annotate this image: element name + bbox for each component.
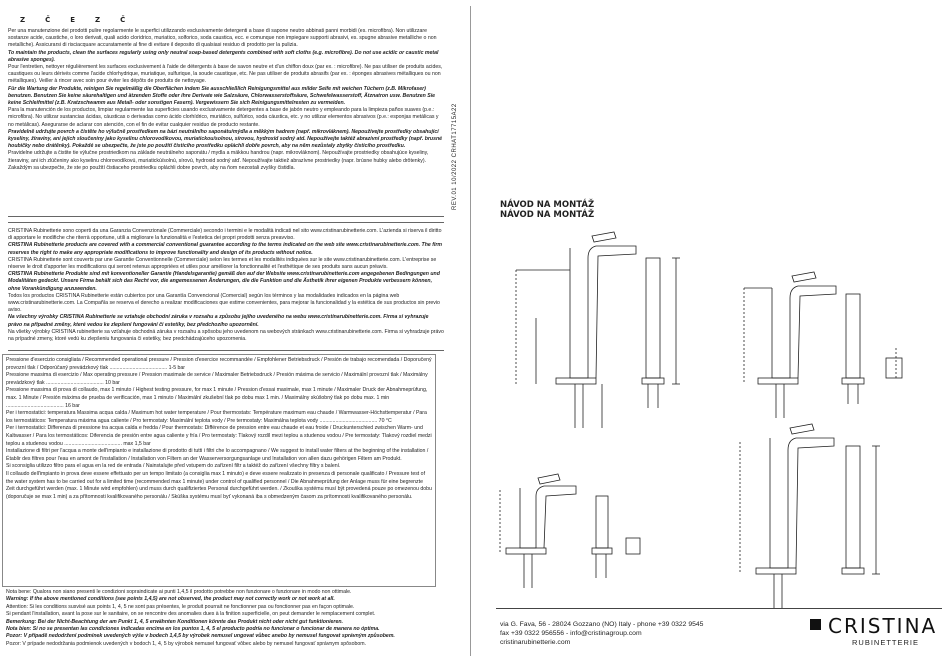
faucet-drawing-tall-basin bbox=[740, 424, 880, 608]
spec-test-pressure: Pressione massima di prova di collaudo, max 1 minuto / Highest testing pressure, for max 1 minute / Pression d'essai maximale, max 1 minute / Maximaler Druck der Abnahmeprüfung, max. 1 Minute / Presión máxima de prueba de verificación, max 1 minuto / Maximální zkušební tlak po dobu max 1 min. / Maximálny skúšobný tlak po dobu max. 1 min ........................................ 16 bar bbox=[6, 387, 428, 409]
warranty-en: CRISTINA Rubinetterie products are covered with a commercial conventional guarantee according to the terms indicated on the web site www.cristinarubinetterie.com. The firm reserves the right to make any appropriate modifications to improve functionality and design of its products without notice. bbox=[8, 242, 443, 256]
cristina-logo bbox=[810, 614, 940, 654]
warranty-fr: CRISTINA Rubinetterie sont couverts par une Garantie Conventionnelle (Commerciale) selon les termes et les modalités indiquées sur le site www.cristinarubinetterie.com. L'entreprise se réserve le droit d'apporter les modifications qui seront retenus appropriées et utiles pour améliorer la fonctionnalité et l'esthétique de ses produits sans aucun préavis. bbox=[8, 256, 437, 271]
assembly-title-2: NÁVOD NA MONTÁŽ bbox=[500, 210, 595, 220]
lang-code: Z bbox=[20, 16, 46, 24]
faucet-drawing-short-front bbox=[744, 272, 836, 418]
care-es: Para la manutención de los productos, limpiar regularmente las superficies usando exclusivamente detergentes a base de jabón neutro y empleando para la limpieza paños suaves (p.e.: microfibra). No utilizar sustancias ácidas, cáusticas o derivadas como ácido clorhídrico, muriático, sulfúrico, soda cáustica, etc. y no utilizar elementos abrasivos (p.e.: esponjas metálicas y no metálicas). Asegurarse de aclarar con atención, con el fin de evitar cualquier residuo de producto restante. bbox=[8, 107, 439, 128]
care-de: Für die Wartung der Produkte, reinigen Sie regelmäßig die Oberflächen indem Sie ausschließlich Reinigungsmittel aus milder Seife mit weichen Tüchern (z.B. Mikrofaser) benutzen. Benutzen Sie keine säurehaltigen und ätzenden Stoffe oder ihre Derivate wie Salzsäure, Chlorwasserstoffsäure, Schwefelwasserstoff, Ätznatron usw. Benutzen Sie keine Schleifmittel (z.B. Kratzschwamm aus Metall- oder sonstigen Fasern). Vergewissern Sie sich Reinigungsmittelresten zu vermeiden. bbox=[8, 85, 436, 107]
divider bbox=[8, 222, 444, 223]
logo-subtitle: RUBINETTERIE bbox=[852, 638, 920, 647]
fax-email: fax +39 0322 956556 - info@cristinagroup.com bbox=[500, 630, 642, 637]
revision-code: REV.01 10/2022 CRHAT17715A22 bbox=[452, 103, 458, 210]
logo-square-icon bbox=[810, 619, 821, 630]
care-sk: Pravidelne udržujte a čistite tie výlučne prostriedkom na základe neutrálneho saponátu / mydla a mäkkou handrou (napr. mikrovláknom). Nepoužívajte prostriedky obsahujúce kyseliny, žieraviny, ani ich zlúčeniny ako kyselinu chlorovodíkovú, muriatickú/solnú, sírovú, hydroxid sodný atď. Nepoužívajte taktiež abrazívne prostriedky (napr. brúsne hubky alebo drôtenky). Zakaždým sa ubezpečte, že ste po použití čistiaceho prostriedku opláchli dobre povrch, aby na ňom nezostali zvyšky čistidla. bbox=[8, 150, 429, 171]
lang-code: Č bbox=[120, 16, 146, 24]
faucet-technical-drawings bbox=[496, 228, 942, 628]
spec-operational-pressure: Pressione d'esercizio consigliata / Recommended operational pressure / Pression d'exercice recommandée / Empfohlener Betriebsdruck / Presión de trabajo recomendada / Doporučený provozní tlak / Odporúčaný prevádzkový tlak ........................................ 1-5 bar bbox=[6, 357, 432, 371]
spec-pressure-difference: Per i termostatici: Differenza di pressione tra acqua calda e fredda / Pour thermostats: Différence de pression entre eau chaude et eau froide / Druckunterschied zwischen Warm- und Kaltwasser / Para los termostáticos: Diferencia de presión entre agua caliente y fría / Pro termostaty: Tlakový rozdíl mezi teplou a studenou vodou / Pre termostaty: Tlakový rozdiel medzi teplou a studenou vodou ........................................ max 1,5 bar bbox=[6, 425, 432, 447]
spec-filters: Installazione di filtri per l'acqua a monte dell'impianto e installazione di prodotto di tutti i filtri che lo accompagnano / We suggest to install water filters at the beginning of the installation / Établir des filtres pour l'eau en amont de l'installation / Installation von Filtern an der Wasserversorgungsanlage und Installation von allen dazu gehörigen Filtern am Produkt. bbox=[6, 448, 429, 462]
technical-specifications bbox=[6, 357, 432, 501]
warranty-es: Todos los productos CRISTINA Rubinetterie están cubiertos por una Garantía Convencional (Comercial) según los términos y las modalidades indicados en la página web www.cristinarubinetterie.com. La Compañía se reserva el derecho a realizar modificaciones que estime convenientes, para mejorar la funcionalidad y la estética de sus productos sin previo aviso. bbox=[8, 292, 440, 314]
faucet-drawing-basin-side bbox=[592, 496, 640, 578]
spec-max-temperature: Per i termostatici: temperatura Massima acqua calda / Maximum hot water temperature / Pour thermostats: Température maximum eau chaude / Warmwasser-Höchsttemperatur / Para los termostáticos: Temperatura máxima agua caliente / Pro termostaty: Maximální teplota vody / Pre termostaty: Maximálna teplota vody ........................................ 70 °C bbox=[6, 410, 427, 424]
care-instructions bbox=[8, 28, 444, 172]
warranty-text bbox=[8, 228, 444, 343]
address: via G. Fava, 56 - 28024 Gozzano (NO) Italy - phone +39 0322 9545 bbox=[500, 621, 704, 628]
care-it: Per una manutenzione dei prodotti pulire regolarmente le superfici utilizzando esclusivamente detergenti a base di sapone neutro abbinati panni morbidi (es. microfibra). Non utilizzare sostanze acide, caustiche, o loro derivati, quali acido cloridrico, muriatico, solforico, soda caustica, ecc. e comunque non impiegare supporti abrasivi, es. spugne abrasive metalliche o non metalliche). Assicurarsi di risciacquare accuratamente al fine di evitare il deposito di qualsiasi residuo di prodotto per la pulizia. bbox=[8, 28, 437, 49]
warranty-cs: Na všechny výrobky CRISTINA Rubinetterie se vztahuje obchodní záruka v rozsahu a způsobu jejího uvedeného na webu www.cristinarubinetterie.com. Firma si vyhrazuje právo na případné změny, které vedou ke zlepšení fungování či estetiky, bez předchozího upozornění. bbox=[8, 314, 429, 328]
faucet-drawing-tall-front bbox=[516, 232, 636, 428]
lang-code: Z bbox=[95, 16, 121, 24]
care-en: To maintain the products, clean the surfaces regularly using only neutral soap-based detergents combined with soft cloths (e.g. microfibre). Do not use acidic or caustic metal abrasive sponges). bbox=[8, 49, 439, 63]
note-es: Nota bien: Si no se presentan las condiciones indicadas encima en los puntos 1, 4, 5 el producto podría no funcionar o funcionar de manera no óptima. bbox=[6, 626, 380, 633]
warranty-it: CRISTINA Rubinetterie sono coperti da una Garanzia Convenzionale (Commerciale) secondo i termini e le modalità indicati nel sito www.cristinarubinetterie.com. L'azienda si riserva il diritto di apportare le modifiche che riterrà opportune, utili a migliorare la funzionalità e l'estetica dei propri prodotti senza preavviso. bbox=[8, 228, 442, 242]
faucet-drawing-tall-side bbox=[642, 258, 680, 408]
note-cs: Pozor: V případě nedodržení podmínek uvedených výše v bodech 1,4,5 by výrobek nemusel ungovat vůbec anebo by nemusel fungovat správným způsobem. bbox=[6, 633, 395, 640]
logo-wordmark: CRISTINA bbox=[828, 614, 938, 638]
note-fr: Attention: Si les conditions susvisé aux points 1, 4, 5 ne sont pas présentes, le produit pourrait ne fonctionner pas ou fonctionner pas en façon optimale. bbox=[6, 603, 355, 610]
warranty-de: CRISTINA Rubinetterie Produkte sind mit konventioneller Garantie (Handelsgarantie) gemäß den auf der Website www.cristinarubinetterie.com angegebenen Bedingungen und Modalitäten gedeckt. Unsere Firma behält sich das Recht vor, die angemessenen Änderungen, die die Funktion und die Ästhetik ihrer eigenen Produkte verbessern können, ohne Vorankündigung anzuwenden. bbox=[8, 271, 440, 292]
spec-max-pressure: Pressione massima di esercizio / Max operating pressure / Pression maximale de service / Maximaler Betriebsdruck / Presión máxima de servicio / Maximální provozní tlak / Maximálny prevádzkový tlak ........................................ 10 bar bbox=[6, 372, 428, 386]
company-contact bbox=[500, 620, 703, 647]
care-fr: Pour l'entretien, nettoyer régulièrement les surfaces exclusivement à l'aide de détergents à base de savon neutre et d'un chiffon doux (par ex. : microfibre). Ne pas utiliser de produits acides, caustiques ou leurs dérivés comme l'acide chlorhydrique, muriatique, sulfurique, la soude caustique, etc. Ne pas utiliser de produits abrasifs (par ex. : éponges abrasives métalliques ou non métalliques). Veiller à rincer avec soin pour éviter les dépôts de produits de nettoyage. bbox=[8, 64, 443, 85]
divider bbox=[8, 216, 444, 217]
faucet-drawing-basin-front bbox=[500, 474, 576, 588]
warranty-sk: Na všetky výrobky CRISTINA rubinetterie sa vzťahuje obchodná záruka v rozsahu a spôsobu jeho uvedenom na webových stránkach www.cristinarubinetterie.com. Firma si vyhradzuje právo na prípadné zmeny, ktoré vedú ku zlepšeniu fungovania či estetiky, bez predchádzajúceho upozornenia. bbox=[8, 328, 444, 343]
note-sk: Pozor: V prípade nedodržania podmienok uvedených v bodoch 1, 4, 5 by výrobok nemusel fungovať vôbec alebo by nemusel fungovať správnym spôsobom. bbox=[6, 640, 367, 647]
website: cristinarubinetterie.com bbox=[500, 639, 571, 646]
column-divider bbox=[470, 6, 471, 656]
spec-pressure-test: Il collaudo dell'impianto in prova deve essere effettuato per un tempo limitato (a consiglia max 1 minuto) e deve essere realizzato in presenza di personale qualificato / Pressure test of the water system has to be carried out for a limited time (recommended max 1 minute) under control of qualified personnel / Die Abnahmeprüfung der Anlage muss für eine begrenzte Zeit durchgeführt werden (max. 1 Minute wird empfohlen) und muss durch qualifiziertes Personal durchgeführt werden. / Zkouška systému musí být provedená pouze po omezenou dobu (doporučuje se max 1 min) a za přítomnosti kvalifikovaného personálu / Skúška systému musí byť vykonaná iba s obmedzeným časom za prítomnosti kvalifikovaného personálu. bbox=[6, 470, 432, 500]
spec-filter-note: Si sconsiglia utilizzo filtro para el agua en la red de entrada / Nainstalujte před vstupem do zařízení filtr a taktéž do zařízení všechny filtry s balení. bbox=[6, 463, 341, 470]
note-fr-2: Si pendant l'installation, avant la pose sur le sanitaire, on se rencontre des anomalies dues à la finition superficielle, on peut demander le remplacement complet. bbox=[6, 611, 376, 618]
lang-code: E bbox=[70, 16, 96, 24]
notes bbox=[6, 589, 434, 648]
divider bbox=[8, 350, 444, 351]
note-de: Bemerkung: Bei der Nicht-Beachtung der am Punkt 1, 4, 5 erwähnten Konditionen könnte das Produkt nicht oder nicht gut funktionieren. bbox=[6, 618, 343, 625]
note-en: Warning: If the above mentioned conditions (see points 1,4,5) are not observed, the product may not correctly work or not work at all. bbox=[6, 596, 335, 603]
note-it: Nota bene: Qualora non siano presenti le condizioni sopraindicate ai punti 1,4,5 il prodotto potrebbe non funzionare o funzionare in modo non ottimale. bbox=[6, 589, 352, 595]
assembly-title: NÁVOD NA MONTÁŽ bbox=[500, 200, 595, 210]
footer-divider bbox=[496, 608, 942, 609]
care-cs: Pravidelně udržujte povrch a čistěte ho výlučně prostředkem na bázi neutrálního saponátu/mýdla a měkkým hadrem (např. mikrovláknem). Nepoužívejte prostředky obsahující kyseliny, žíraviny, ani jejich sloučeniny jako kyselinu chlorovodíkovou, muriatickou/solnou, sírovou, hydroxid sodný atd. Nepoužívejte taktéž abrazivní prostředky (např. brusné houbičky nebo drátěnky). Pokaždé se ubezpečte, že jste po použití čisticího prostředku opláchli dobře povrch, aby na něm nezůstaly zbytky čisticího prostředku. bbox=[8, 128, 443, 150]
faucet-drawing-short-side bbox=[842, 294, 902, 404]
language-codes bbox=[20, 16, 145, 24]
lang-code: Č bbox=[45, 16, 71, 24]
